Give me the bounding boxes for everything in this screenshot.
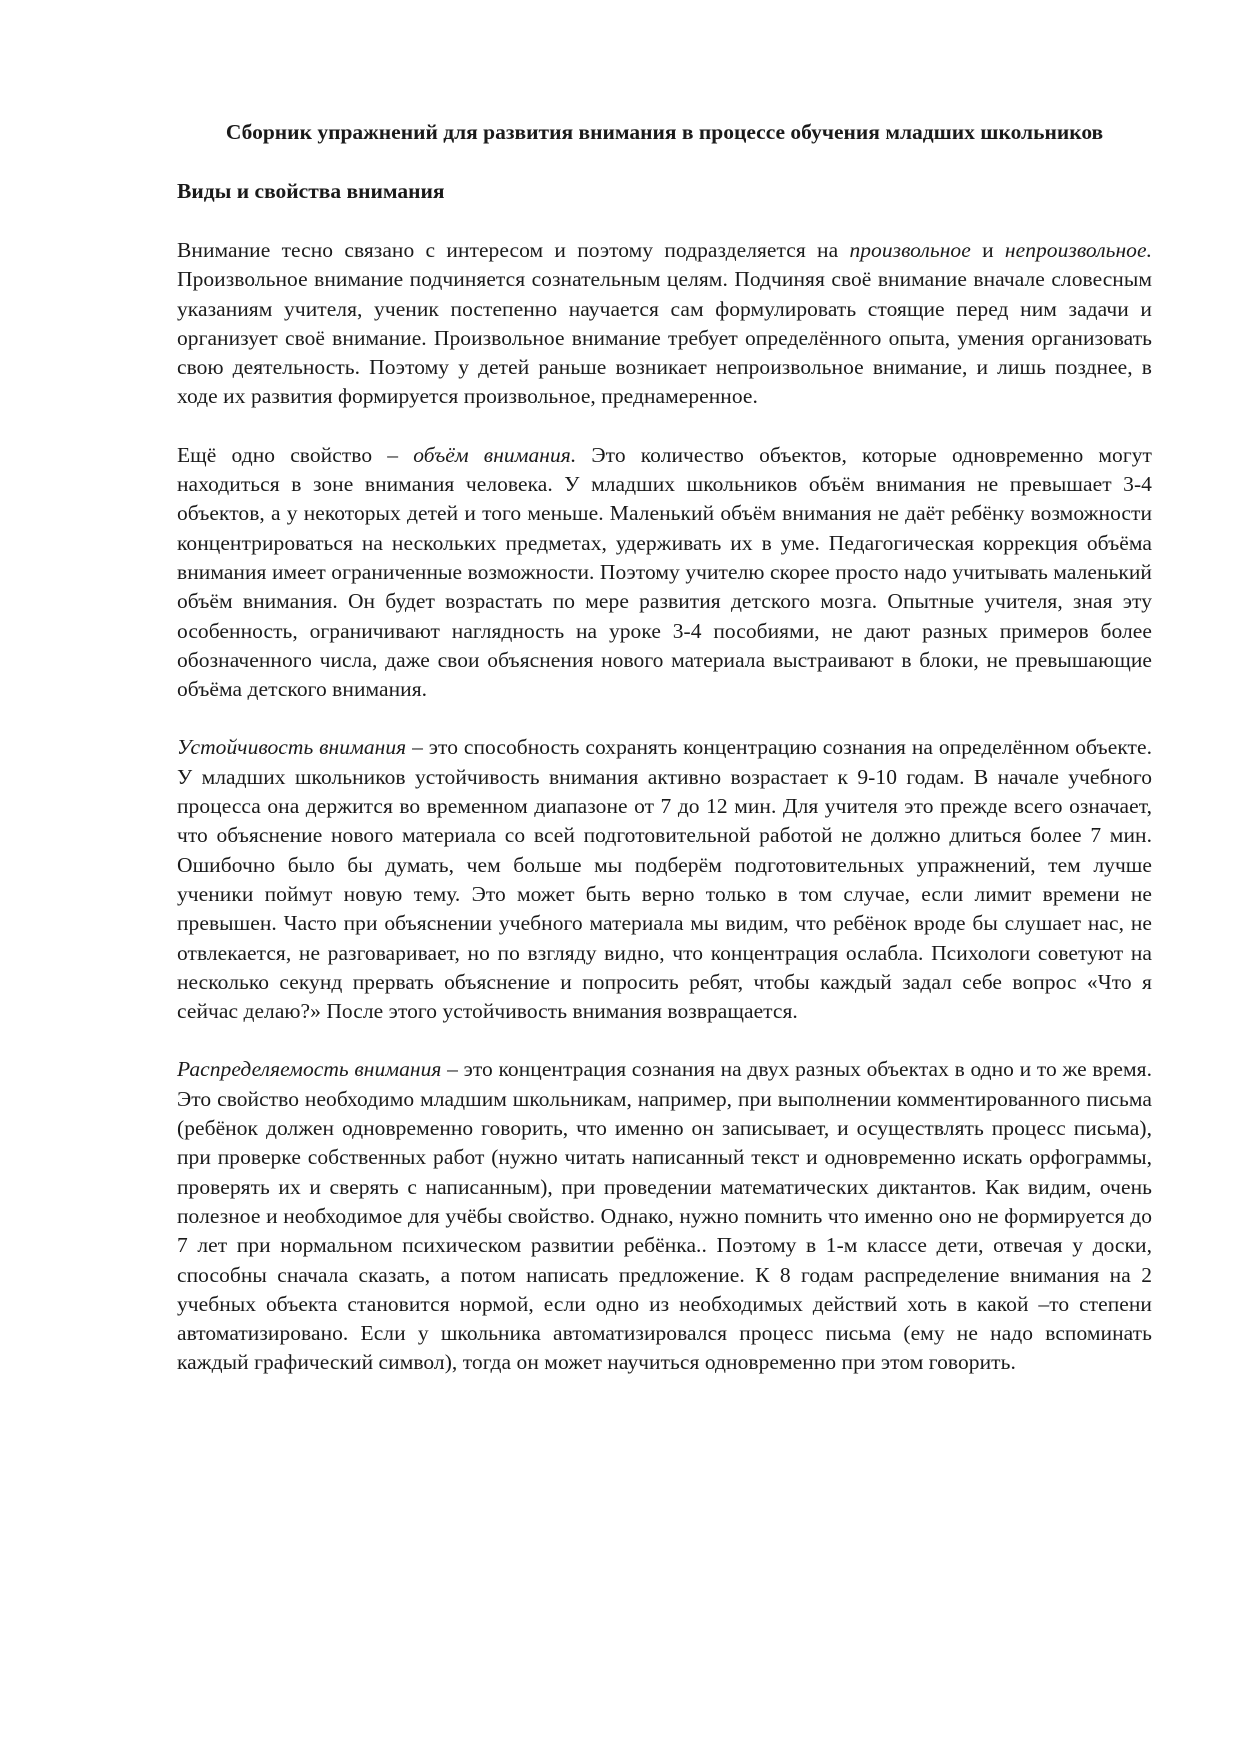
paragraph-voluntary-attention — [177, 236, 1152, 412]
paragraph-text: Это количество объектов, которые одновременно могут находиться в зоне внимания человека. У младших школьников объём внимания не превышает 3-4 объектов, а у некоторых детей и того меньше. Маленький объём внимания не даёт ребёнку возможности концентрироваться на нескольких предметах, удерживать их в уме. Педагогическая коррекция объёма внимания имеет ограниченные возможности. Поэтому учителю скорее просто надо учитывать маленький объём внимания. Он будет возрастать по мере развития детского мозга. Опытные учителя, зная эту особенность, ограничивают наглядность на уроке 3-4 пособиями, не дают разных примеров более обозначенного числа, даже свои объяснения нового материала выстраивают в блоки, не превышающие объёма детского внимания. — [177, 442, 1152, 702]
page-content — [177, 118, 1152, 1378]
document-title: Сборник упражнений для развития внимания в процессе обучения младших школьников — [225, 120, 1104, 144]
paragraph-text: Ещё одно свойство – — [177, 442, 414, 467]
italic-term-involuntary: непроизвольное. — [1004, 238, 1152, 262]
paragraph-attention-stability — [177, 733, 1152, 1026]
paragraph-text: – это способность сохранять концентрацию сознания на определённом объекте. У младших школьников устойчивость внимания активно возрастает к 9-10 годам. В начале учебного процесса она держится во временном диапазоне от 7 до 12 мин. Для учителя это прежде всего означает, что объяснение нового материала со всей подготовительной работой не должно длиться более 7 мин. Ошибочно было бы думать, чем больше мы подберём подготовительных упражнений, тем лучше ученики поймут новую тему. Это может быть верно только в том случае, если лимит времени не превышен. Часто при объяснении учебного материала мы видим, что ребёнок вроде бы слушает нас, не отвлекается, не разговаривает, но по взгляду видно, что концентрация ослабла. Психологи советуют на несколько секунд прервать объяснение и попросить ребят, чтобы каждый задал себе вопрос «Что я сейчас делаю?» После этого устойчивость внимания возвращается. — [177, 735, 1152, 1024]
paragraph-text: и — [970, 238, 1005, 262]
paragraph-text: Внимание тесно связано с интересом и поэтому подразделяется на — [177, 238, 850, 262]
paragraph-text: Произвольное внимание подчиняется сознательным целям. Подчиняя своё внимание вначале словесным указаниям учителя, ученик постепенно научается сам формулировать стоящие перед ним задачи и организует своё внимание. Произвольное внимание требует определённого опыта, умения организовать свою деятельность. Поэтому у детей раньше возникает непроизвольное внимание, и лишь позднее, в ходе их развития формируется произвольное, преднамеренное. — [177, 267, 1152, 409]
italic-term-attention-distribution: Распределяемость внимания — [177, 1057, 442, 1082]
italic-term-attention-span: объём внимания. — [413, 442, 577, 467]
paragraph-attention-distribution — [177, 1055, 1152, 1377]
paragraph-text: – это концентрация сознания на двух разных объектах в одно и то же время. Это свойство необходимо младшим школьникам, например, при выполнении комментированного письма (ребёнок должен одновременно говорить, что именно он записывает, и осуществлять процесс письма), при проверке собственных работ (нужно читать написанный текст и одновременно искать орфограммы, проверять их и сверять с написанным), при проведении математических диктантов. Как видим, очень полезное и необходимое для учёбы свойство. Однако, нужно помнить что именно оно не формируется до 7 лет при нормальном психическом развитии ребёнка.. Поэтому в 1-м классе дети, отвечая у доски, способны сначала сказать, а потом написать предложение. К 8 годам распределение внимания на 2 учебных объекта становится нормой, если одно из необходимых действий хоть в какой –то степени автоматизировано. Если у школьника автоматизировался процесс письма (ему не надо вспоминать каждый графический символ), тогда он может научиться одновременно при этом говорить. — [177, 1057, 1152, 1375]
italic-term-attention-stability: Устойчивость внимания — [177, 735, 407, 760]
italic-term-voluntary: произвольное — [849, 238, 971, 262]
paragraph-attention-span — [177, 441, 1152, 705]
section-heading: Виды и свойства внимания — [177, 179, 445, 203]
